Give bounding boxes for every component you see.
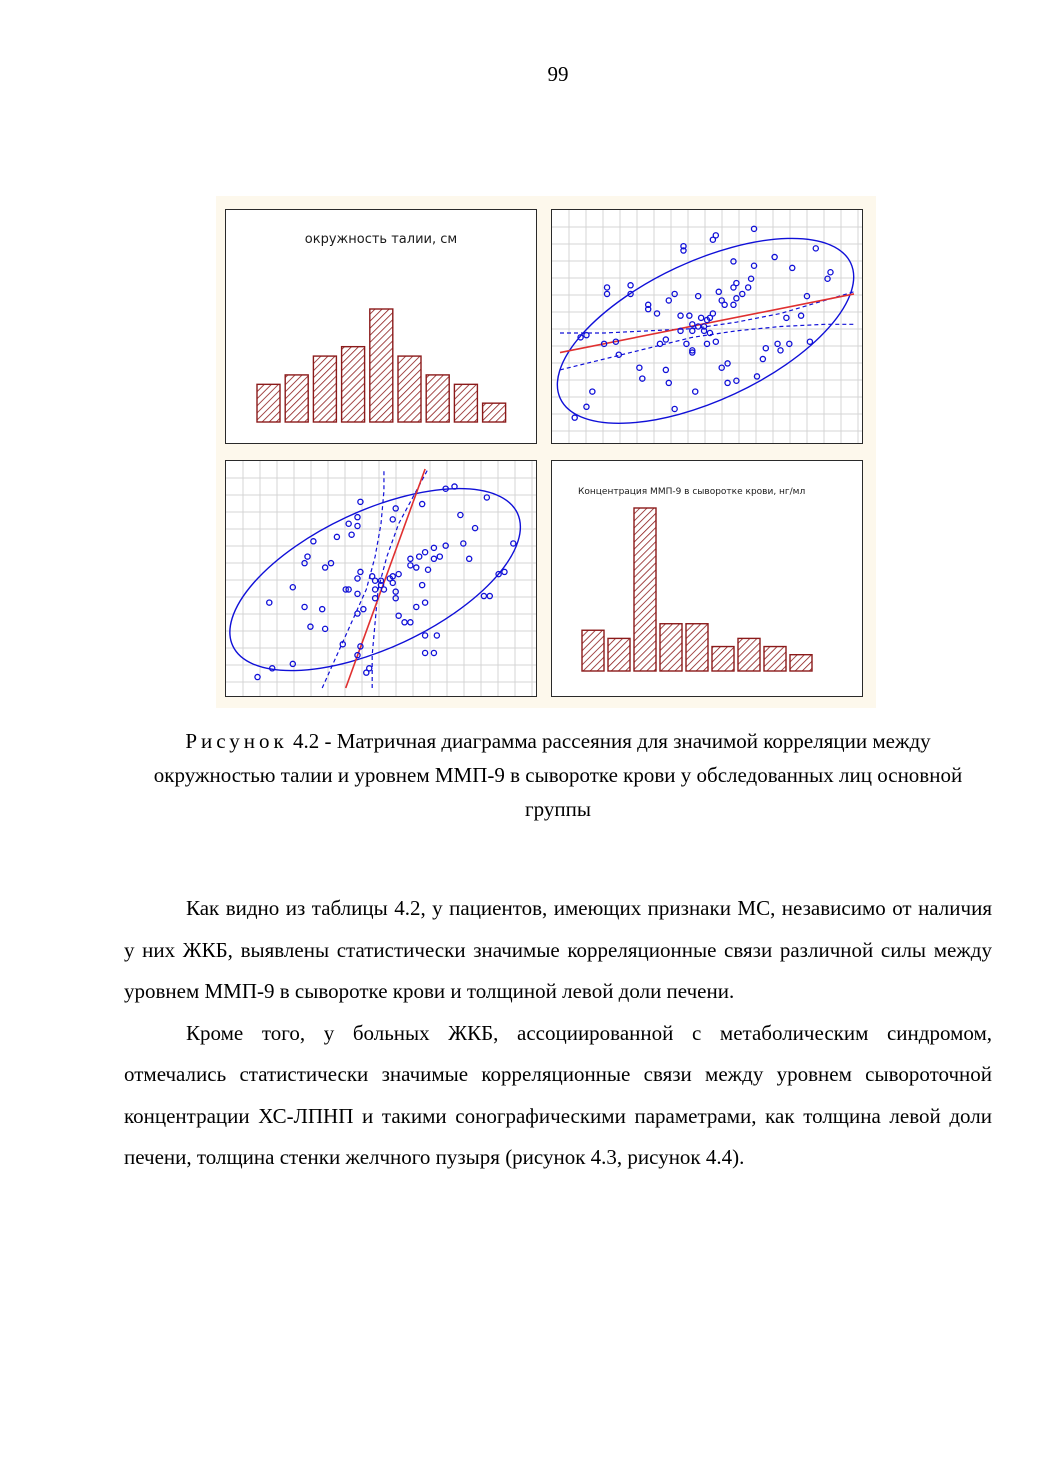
scatter-point	[693, 389, 698, 394]
scatter-point	[746, 285, 751, 290]
scatter-point	[305, 554, 310, 559]
scatter-matrix-figure	[216, 196, 876, 708]
scatter-point	[373, 587, 378, 592]
scatter-point	[290, 585, 295, 590]
histogram-bar	[738, 638, 760, 671]
scatter-point	[423, 633, 428, 638]
scatter-point	[813, 246, 818, 251]
scatter-point	[807, 339, 812, 344]
scatter-point	[423, 600, 428, 605]
histogram-bar	[454, 384, 477, 422]
scatter-point	[637, 365, 642, 370]
scatter-point	[731, 302, 736, 307]
scatter-point	[604, 291, 609, 296]
scatter-point	[696, 294, 701, 299]
histogram-bar	[764, 647, 786, 671]
scatter-point	[716, 289, 721, 294]
scatter-point	[373, 578, 378, 583]
figure-caption	[124, 724, 992, 826]
histogram-waist-panel	[225, 209, 537, 444]
scatter-point	[420, 501, 425, 506]
histogram-bar	[398, 356, 421, 422]
scatter-point	[672, 291, 677, 296]
histogram-bar	[790, 655, 812, 671]
histogram-bar	[285, 375, 308, 422]
histogram-waist-chart	[226, 210, 536, 443]
scatter-point	[396, 572, 401, 577]
scatter-point	[572, 415, 577, 420]
scatter-point	[725, 380, 730, 385]
scatter-point	[431, 556, 436, 561]
histogram-bar	[313, 356, 336, 422]
scatter-point	[472, 526, 477, 531]
scatter-point	[678, 313, 683, 318]
scatter-point	[311, 539, 316, 544]
scatter-point	[349, 532, 354, 537]
scatter-point	[616, 352, 621, 357]
histogram-bar	[483, 403, 506, 422]
scatter-point	[434, 633, 439, 638]
scatter-point	[267, 600, 272, 605]
scatter-point	[367, 666, 372, 671]
scatter-point	[590, 389, 595, 394]
scatter-point	[355, 515, 360, 520]
scatter-point	[778, 348, 783, 353]
scatter-point	[734, 378, 739, 383]
scatter-point	[699, 315, 704, 320]
scatter-point	[414, 565, 419, 570]
scatter-point	[255, 674, 260, 679]
scatter-point	[467, 556, 472, 561]
scatter-point	[461, 541, 466, 546]
scatter-point	[423, 650, 428, 655]
histogram-bar	[342, 347, 365, 422]
scatter-point	[713, 339, 718, 344]
scatter-panel-top-right	[551, 209, 863, 444]
scatter-point	[417, 554, 422, 559]
scatter-point	[502, 569, 507, 574]
scatter-point	[828, 270, 833, 275]
scatter-point	[290, 661, 295, 666]
scatter-point	[323, 565, 328, 570]
scatter-point	[734, 281, 739, 286]
scatter-point	[346, 521, 351, 526]
scatter-point	[734, 296, 739, 301]
figure-caption-label: Рисунок	[185, 729, 288, 753]
paragraph-2: Кроме того, у больных ЖКБ, ассоциированной с метаболическим синдромом, отмечались статистически значимые корреляционные связи между уровнем сывороточной концентрации ХС-ЛПНП и такими сонографическими параметрами, как толщина левой доли печени, толщина стенки желчного пузыря (рисунок 4.3, рисунок 4.4).	[124, 1020, 992, 1169]
scatter-point	[481, 593, 486, 598]
scatter-point	[437, 554, 442, 559]
scatter-point	[334, 534, 339, 539]
histogram-bar	[634, 508, 656, 671]
scatter-point	[408, 620, 413, 625]
histogram-bar	[257, 384, 280, 422]
scatter-point	[749, 276, 754, 281]
scatter-point	[431, 650, 436, 655]
histogram-bar	[426, 375, 449, 422]
histogram-bar	[686, 624, 708, 671]
scatter-point	[420, 582, 425, 587]
scatter-point	[754, 374, 759, 379]
histogram-bar	[370, 309, 393, 422]
scatter-point	[672, 406, 677, 411]
body-text	[124, 888, 992, 1179]
scatter-point	[663, 367, 668, 372]
scatter-point	[740, 291, 745, 296]
scatter-point	[663, 337, 668, 342]
histogram-bar	[608, 638, 630, 671]
histogram-bar	[582, 630, 604, 671]
histogram-waist-title: окружность талии, см	[304, 232, 458, 247]
scatter-point	[604, 285, 609, 290]
scatter-point	[355, 591, 360, 596]
histogram-mmp9-chart	[552, 461, 862, 696]
scatter-point	[784, 315, 789, 320]
scatter-point	[722, 302, 727, 307]
scatter-point	[355, 523, 360, 528]
scatter-point	[825, 276, 830, 281]
scatter-panel-bottom-left	[225, 460, 537, 697]
scatter-point	[402, 620, 407, 625]
scatter-point	[308, 624, 313, 629]
histogram-bar	[712, 647, 734, 671]
scatter-chart-bottom-left	[226, 461, 536, 696]
scatter-point	[628, 283, 633, 288]
histogram-mmp9-title: Концентрация ММП-9 в сыворотке крови, нг/мл	[578, 487, 806, 497]
scatter-point	[798, 313, 803, 318]
scatter-point	[710, 237, 715, 242]
scatter-point	[484, 495, 489, 500]
scatter-point	[423, 550, 428, 555]
paragraph-1: Как видно из таблицы 4.2, у пациентов, имеющих признаки МС, независимо от наличия у них ЖКБ, выявлены статистически значимые корреляционные связи различной силы между уровнем ММП-9 в сыворотке крови и толщиной левой доли печени.	[124, 896, 992, 1003]
histogram-bar	[660, 624, 682, 671]
histogram-mmp9-panel	[551, 460, 863, 697]
scatter-point	[373, 596, 378, 601]
scatter-point	[414, 604, 419, 609]
figure-caption-text: 4.2 - Матричная диаграмма рассеяния для значимой корреляции между окружностью талии и уровнем ММП-9 в сыворотке крови у обследованных лиц основной группы	[153, 729, 963, 821]
scatter-point	[487, 593, 492, 598]
scatter-chart-top-right	[552, 210, 862, 443]
scatter-point	[760, 356, 765, 361]
scatter-point	[390, 517, 395, 522]
scatter-point	[408, 563, 413, 568]
scatter-point	[302, 604, 307, 609]
scatter-point	[408, 556, 413, 561]
scatter-point	[320, 607, 325, 612]
page-number: 99	[547, 62, 569, 86]
scatter-point	[458, 512, 463, 517]
